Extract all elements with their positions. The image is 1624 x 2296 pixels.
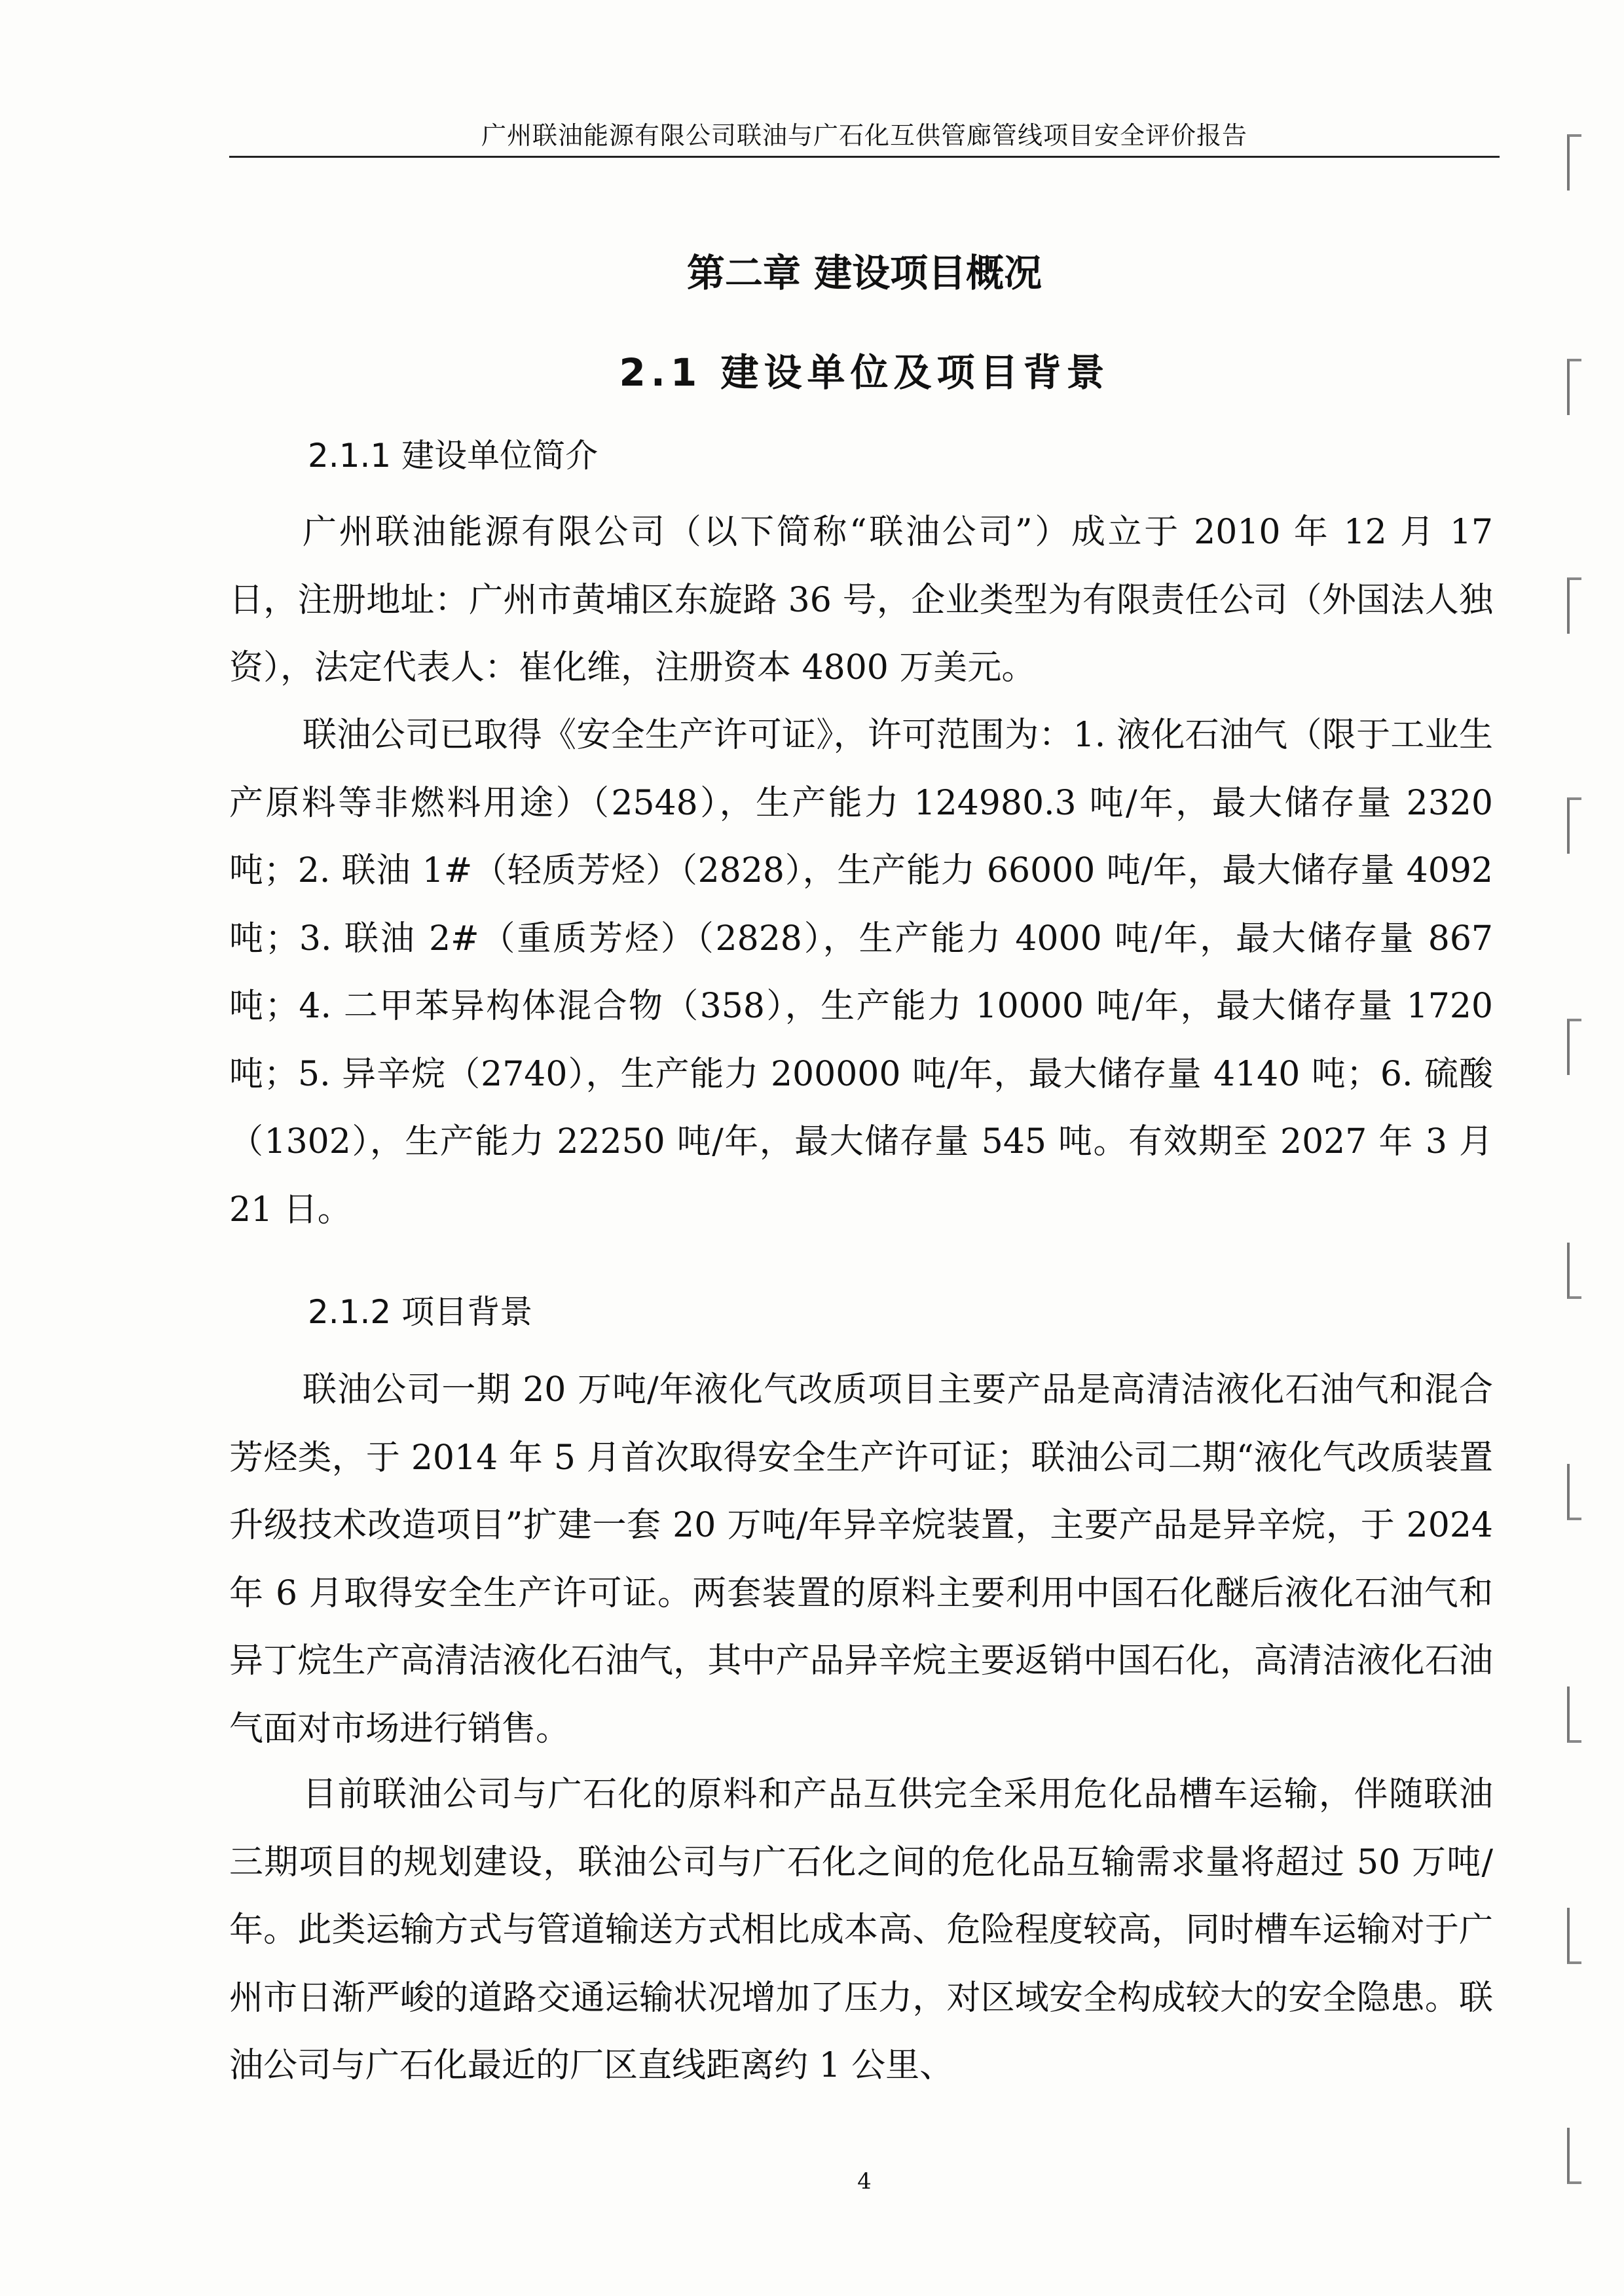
binder-mark: [1567, 1686, 1581, 1743]
chapter-title: 第二章 建设项目概况: [686, 251, 1043, 295]
binder-mark: [1567, 1243, 1581, 1299]
binder-mark: [1567, 1908, 1581, 1964]
binder-mark: [1567, 359, 1581, 415]
subsection-heading-2-1-1: 2.1.1 建设单位简介: [308, 437, 599, 475]
binder-mark: [1567, 2128, 1581, 2184]
page-number: 4: [857, 2168, 872, 2195]
section-title: 2.1 建设单位及项目背景: [619, 350, 1110, 395]
paragraph-transport-situation: 目前联油公司与广石化的原料和产品互供完全采用危化品槽车运输，伴随联油三期项目的规划建设，联油公司与广石化之间的危化品互输需求量将超过 50 万吨/年。此类运输方式与管道输送方式相比成本高、危险程度较高，同时槽车运输对于广州市日渐严峻的道路交通运输状况增加了压力，对区域安全构成较大的安全隐患。联油公司与广石化最近的厂区直线距离约 1 公里、: [229, 1775, 1493, 2085]
binder-mark: [1567, 134, 1581, 191]
paragraph-company-intro: 广州联油能源有限公司（以下简称“联油公司”）成立于 2010 年 12 月 17 日，注册地址：广州市黄埔区东旋路 36 号，企业类型为有限责任公司（外国法人独资），法定代表人：崔化维，注册资本 4800 万美元。: [229, 513, 1493, 687]
subsection-heading-2-1-2: 2.1.2 项目背景: [308, 1293, 533, 1331]
paragraph-license-scope: 联油公司已取得《安全生产许可证》，许可范围为：1. 液化石油气（限于工业生产原料等非燃料用途）（2548），生产能力 124980.3 吨/年，最大储存量 2320 吨；2. 联油 1#（轻质芳烃）（2828），生产能力 66000 吨/年，最大储存量 4092 吨；3. 联油 2#（重质芳烃）（2828），生产能力 4000 吨/年，最大储存量 867 吨；4. 二甲苯异构体混合物（358），生产能力 10000 吨/年，最大储存量 1720 吨；5. 异辛烷（2740），生产能力 200000 吨/年，最大储存量 4140 吨；6. 硫酸（1302），生产能力 22250 吨/年，最大储存量 545 吨。有效期至 2027 年 3 月 21 日。: [229, 716, 1493, 1230]
paragraph-project-background: 联油公司一期 20 万吨/年液化气改质项目主要产品是高清洁液化石油气和混合芳烃类，于 2014 年 5 月首次取得安全生产许可证；联油公司二期“液化气改质装置升级技术改造项目”扩建一套 20 万吨/年异辛烷装置，主要产品是异辛烷，于 2024 年 6 月取得安全生产许可证。两套装置的原料主要利用中国石化醚后液化石油气和异丁烷生产高清洁液化石油气，其中产品异辛烷主要返销中国石化，高清洁液化石油气面对市场进行销售。: [229, 1370, 1493, 1749]
header-rule: [229, 156, 1500, 158]
binder-mark: [1567, 1019, 1581, 1075]
running-header: 广州联油能源有限公司联油与广石化互供管廊管线项目安全评价报告: [481, 121, 1247, 150]
binder-mark: [1567, 797, 1581, 854]
binder-mark: [1567, 1464, 1581, 1520]
binder-mark: [1567, 577, 1581, 634]
